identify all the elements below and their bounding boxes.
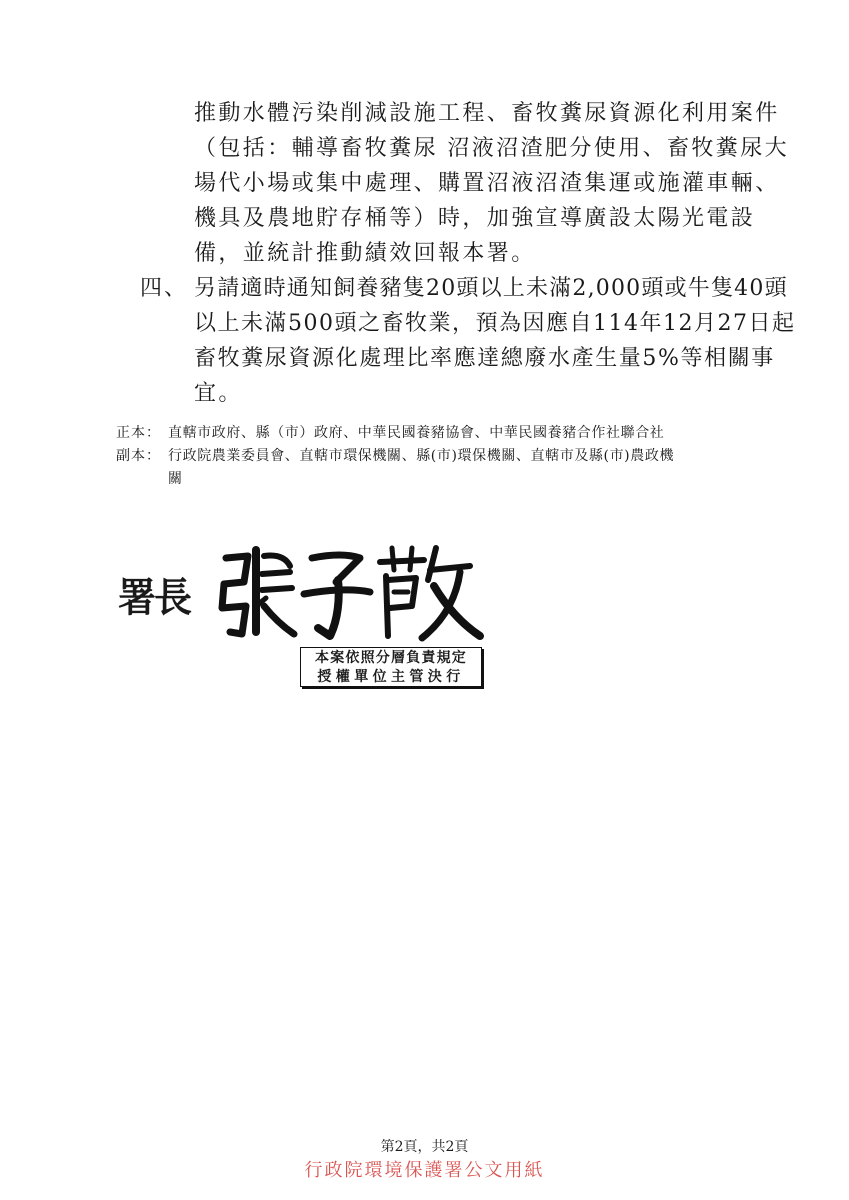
body-line: 推動水體污染削減設施工程、畜牧糞尿資源化利用案件 bbox=[194, 101, 780, 126]
delegation-stamp bbox=[300, 647, 482, 687]
body-line: （包括：輔導畜牧糞尿 沼液沼渣肥分使用、畜牧糞尿大 bbox=[194, 136, 789, 161]
handwritten-signature bbox=[208, 536, 488, 646]
body-line: 畜牧糞尿資源化處理比率應達總廢水產生量5%等相關事 bbox=[194, 346, 775, 371]
item-text bbox=[194, 271, 795, 411]
distribution-list bbox=[116, 422, 776, 491]
item-4 bbox=[140, 271, 796, 411]
copy-recipients bbox=[116, 445, 776, 468]
item-number: 四、 bbox=[140, 276, 189, 301]
original-label: 正本： bbox=[116, 425, 161, 441]
stamp-line-2: 授權單位主管決行 bbox=[317, 669, 465, 685]
item3-continuation bbox=[140, 96, 789, 271]
copy-label: 副本： bbox=[116, 448, 161, 464]
body-line: 另請適時通知飼養豬隻20頭以上未滿2,000頭或牛隻40頭 bbox=[194, 276, 788, 301]
original-text: 直轄市政府、縣（市）政府、中華民國養豬協會、中華民國養豬合作社聯合社 bbox=[168, 425, 665, 441]
body-line: 以上未滿500頭之畜牧業，預為因應自114年12月27日起 bbox=[194, 311, 796, 336]
organization-letterhead: 行政院環境保護署公文用紙 bbox=[304, 1160, 545, 1181]
body-line: 宜。 bbox=[194, 381, 243, 406]
body-line: 備，並統計推動績效回報本署。 bbox=[194, 241, 536, 266]
stamp-line-1: 本案依照分層負責規定 bbox=[315, 650, 467, 666]
page-number: 第2頁，共2頁 bbox=[380, 1139, 469, 1155]
original-recipients bbox=[116, 422, 776, 445]
document-body bbox=[140, 96, 796, 411]
signature-title: 署長 bbox=[118, 573, 191, 621]
body-line: 場代小場或集中處理、購置沼液沼渣集運或施灌車輛、 bbox=[194, 171, 780, 196]
body-line: 機具及農地貯存桶等）時，加強宣導廣設太陽光電設 bbox=[194, 206, 756, 231]
signature-block bbox=[118, 536, 488, 646]
copy-text-wrap: 關 bbox=[168, 471, 183, 487]
copy-text: 行政院農業委員會、直轄市環保機關、縣(市)環保機關、直轄市及縣(市)農政機 bbox=[168, 448, 675, 464]
